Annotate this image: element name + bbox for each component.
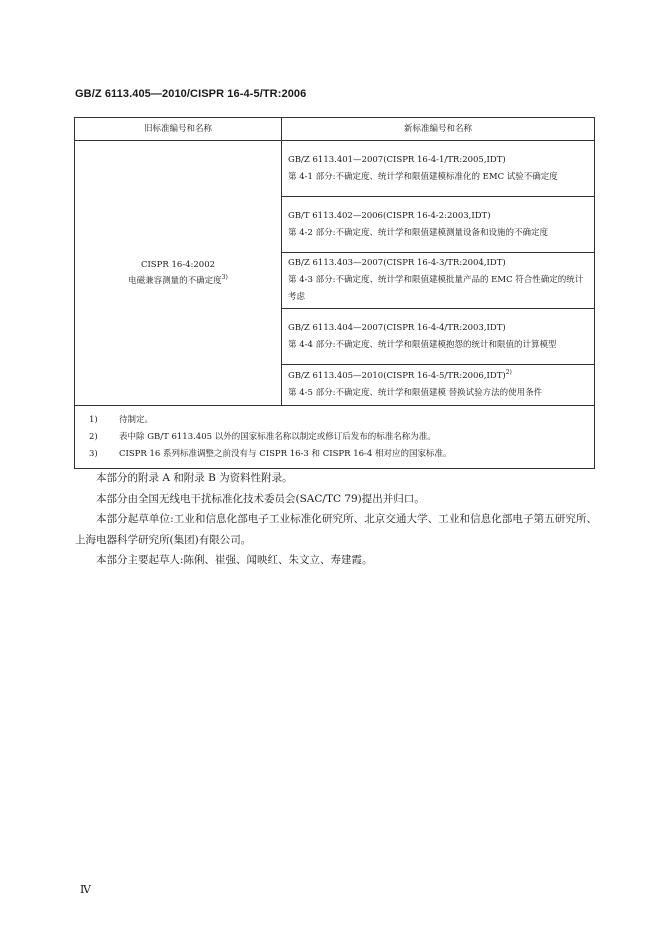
- old-standard-code: CISPR 16-4:2002: [140, 260, 216, 270]
- table-header-row: [75, 118, 595, 141]
- footnote-ref: 2): [505, 369, 512, 377]
- standards-mapping-table: [74, 117, 595, 469]
- page-header-standard-code: GB/Z 6113.405—2010/CISPR 16-4-5/TR:2006: [75, 88, 307, 100]
- table-notes-cell: [75, 406, 595, 469]
- page-number: Ⅳ: [80, 883, 91, 896]
- new-standard-code: GB/Z 6113.404—2007(CISPR 16-4-4/TR:2003,IDT): [288, 322, 506, 333]
- table-note: [75, 429, 594, 446]
- paragraph-proposer: 本部分由全国无线电干扰标准化技术委员会(SAC/TC 79)提出并归口。: [96, 492, 425, 505]
- new-standard-title: 第 4-2 部分:不确定度、统计学和限值建模测量设备和设施的不确定度: [288, 227, 548, 238]
- new-standard-title: 第 4-4 部分:不确定度、统计学和限值建模抱怨的统计和限值的计算模型: [288, 339, 557, 350]
- footnote-ref: 3): [221, 274, 228, 282]
- col-header-old-standard: 旧标准编号和名称: [75, 118, 282, 141]
- note-number: 3): [89, 449, 98, 459]
- new-standard-cell: [282, 309, 595, 365]
- note-text: 待制定。: [119, 415, 154, 425]
- new-standard-code: GB/T 6113.402—2006(CISPR 16-4-2:2003,IDT): [288, 210, 491, 221]
- new-standard-title: 第 4-3 部分:不确定度、统计学和限值建模批量产品的 EMC 符合性确定的统计考虑: [288, 275, 584, 302]
- new-standard-code: GB/Z 6113.405—2010(CISPR 16-4-5/TR:2006,IDT)$^{2)}$: [288, 369, 512, 381]
- new-standard-cell: [282, 253, 595, 309]
- new-standard-code: GB/Z 6113.403—2007(CISPR 16-4-3/TR:2004,IDT): [288, 258, 506, 268]
- paragraph-appendix: 本部分的附录 A 和附录 B 为资料性附录。: [96, 472, 293, 484]
- paragraph-drafters: 本部分主要起草人:陈俐、崔强、闻映红、朱文立、寿建霞。: [96, 554, 373, 566]
- table-notes-row: [75, 406, 595, 469]
- new-standard-cell: [282, 197, 595, 253]
- new-standard-code: GB/Z 6113.401—2007(CISPR 16-4-1/TR:2005,IDT): [288, 154, 506, 165]
- table-note: [75, 446, 594, 463]
- paragraph-drafting-units: 本部分起草单位:工业和信息化部电子工业标准化研究所、北京交通大学、工业和信息化部电子第五研究所、上海电器科学研究所(集团)有限公司。: [75, 513, 597, 546]
- body-text: [75, 468, 597, 571]
- new-standard-title: 第 4-5 部分:不确定度、统计学和限值建模 替换试验方法的使用条件: [288, 388, 543, 398]
- new-standard-title: 第 4-1 部分:不确定度、统计学和限值建模标准化的 EMC 试验不确定度: [288, 171, 558, 182]
- col-header-new-standard: 新标准编号和名称: [282, 118, 595, 141]
- note-number: 1): [89, 415, 98, 425]
- table-note: [75, 412, 594, 429]
- table-row: [75, 141, 595, 197]
- old-standard-cell: [75, 141, 282, 406]
- new-standard-cell: [282, 365, 595, 406]
- note-number: 2): [89, 432, 98, 442]
- note-text: 表中除 GB/T 6113.405 以外的国家标准名称以制定或修订后发布的标准名称为准。: [119, 432, 436, 442]
- new-standard-cell: [282, 141, 595, 197]
- note-text: CISPR 16 系列标准调整之前没有与 CISPR 16-3 和 CISPR 16-4 相对应的国家标准。: [119, 449, 452, 459]
- old-standard-name: 电磁兼容测量的不确定度$^{3)}$: [128, 274, 228, 286]
